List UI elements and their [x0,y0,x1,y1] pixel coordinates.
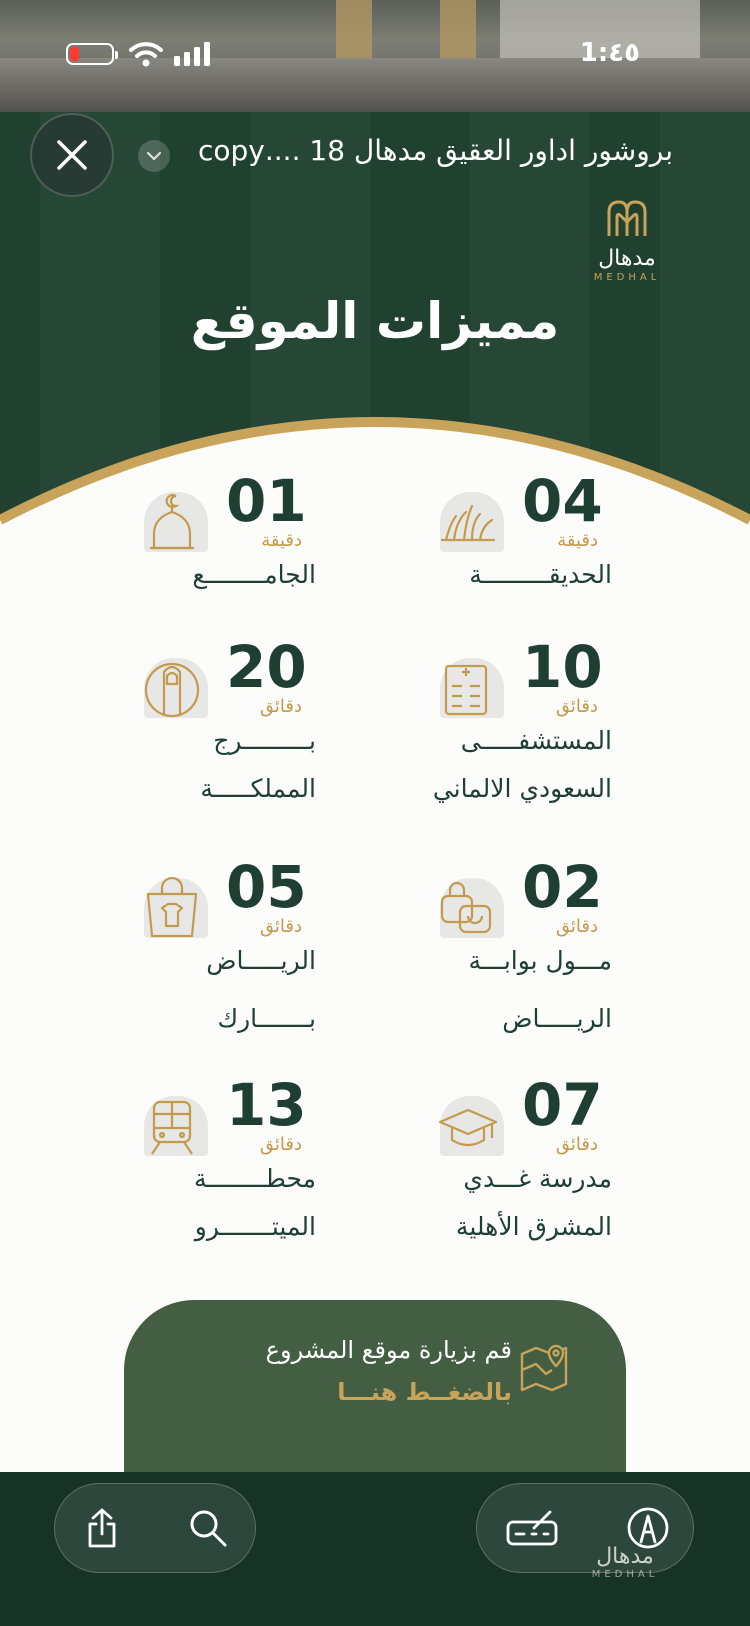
feature-unit: دقائق [555,1134,598,1155]
feature-label-secondary: الريـــــاض [502,1004,612,1033]
feature-hospital [432,633,750,862]
cta-click-here[interactable]: بالضغــط هنـــا [337,1378,512,1406]
feature-label: الريـــــاض [206,946,316,975]
feature-unit: دقائق [259,696,302,717]
feature-metro [140,1071,460,1300]
feature-minutes: 05 [226,853,307,921]
status-bar [0,38,750,70]
feature-unit: دقائق [259,1134,302,1155]
close-button[interactable] [30,113,114,197]
markup-pen-icon [626,1506,670,1550]
feature-label: الجامــــــــع [192,560,316,589]
feature-label: مـــول بوابـــة [468,946,612,975]
feature-label: محطــــــــة [193,1164,316,1193]
feature-unit: دقائق [555,696,598,717]
feature-unit: دقيقة [261,530,302,551]
shopping-bag-shirt-icon [140,874,208,942]
share-button[interactable] [72,1498,132,1558]
search-icon [187,1507,229,1549]
document-title[interactable]: بروشور اداور العقيق مدهال 18 ....copy [198,134,674,167]
close-icon [55,138,89,172]
medhal-logo-icon [605,198,649,238]
visit-location-link[interactable] [124,1300,626,1472]
feature-label: مدرسة غـــدي [463,1164,612,1193]
feature-minutes: 13 [226,1071,307,1139]
feature-unit: دقائق [259,916,302,937]
feature-unit: دقيقة [557,530,598,551]
feature-kingdom-tower [140,633,460,862]
brand-logo [582,198,672,290]
footer-brand-ar: مدهال [596,1544,654,1569]
edit-tools-button[interactable] [502,1498,562,1558]
feature-minutes: 04 [522,467,603,535]
feature-label-secondary: الميتـــــــرو [194,1212,316,1241]
file-menu-toggle[interactable] [138,140,170,172]
feature-minutes: 01 [226,467,307,535]
mosque-icon [140,488,208,556]
feature-label: الحديقـــــــــة [469,560,612,589]
edit-tools-icon [504,1508,560,1548]
search-button[interactable] [178,1498,238,1558]
feature-label-secondary: المشرق الأهلية [455,1212,612,1241]
cta-text: قم بزيارة موقع المشروع [265,1336,512,1364]
section-heading: مميزات الموقع [190,292,560,350]
feature-school [436,1071,750,1300]
brand-name-en: MEDHAL [593,272,661,283]
battery-icon [66,43,114,65]
map-pin-icon [516,1340,572,1396]
feature-label-secondary: المملكـــــة [200,774,316,803]
footer-brand-en: MEDHAL [591,1569,659,1580]
feature-label-secondary: بـــــــارك [217,1004,316,1033]
markup-button[interactable] [618,1498,678,1558]
feature-minutes: 02 [522,853,603,921]
feature-label: المستشفـــــى [460,726,612,755]
chevron-down-icon [146,151,162,161]
feature-riyadh-park [140,853,460,1082]
feature-minutes: 20 [226,633,307,701]
cellular-signal-icon [172,42,216,66]
train-icon [140,1092,208,1160]
feature-mall [436,853,750,1082]
feature-label: بـــــــــرج [213,726,316,755]
status-time: 1:٤٥ [579,38,640,68]
feature-unit: دقائق [555,916,598,937]
brand-name-ar: مدهال [598,246,656,271]
tower-icon [140,654,208,722]
feature-minutes: 10 [522,633,603,701]
share-icon [82,1506,122,1550]
feature-label-secondary: السعودي الالماني [432,774,612,803]
wifi-icon [128,40,164,68]
feature-minutes: 07 [522,1071,603,1139]
